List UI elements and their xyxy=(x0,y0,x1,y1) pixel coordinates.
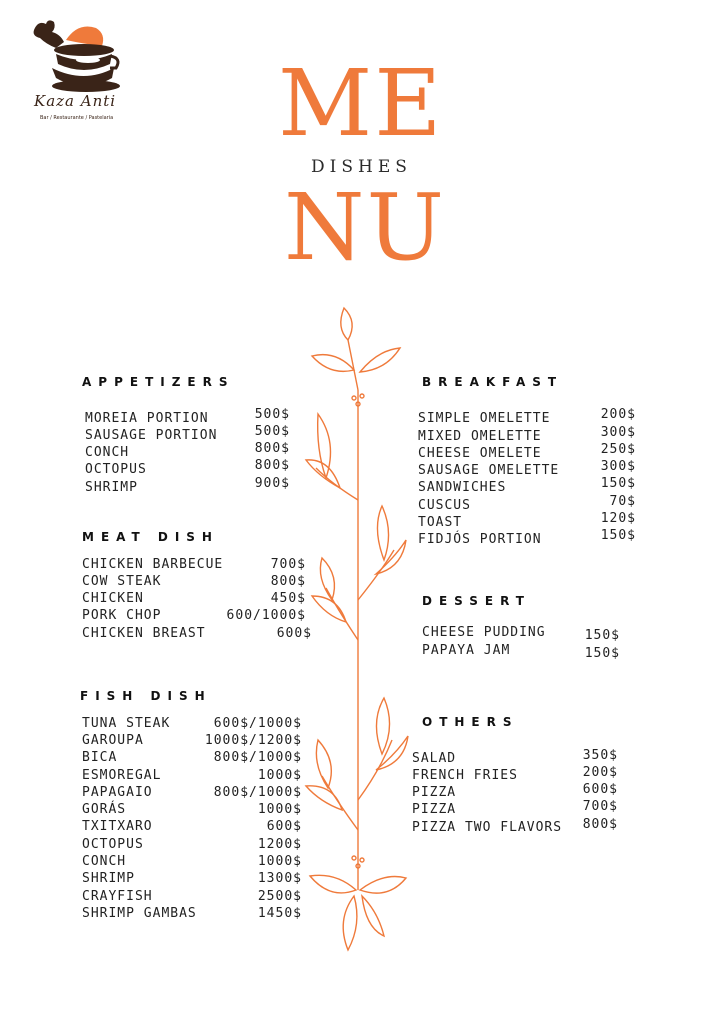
menu-title-top: ME xyxy=(278,50,444,157)
menu-item-name: CHEESE PUDDING xyxy=(422,625,546,640)
menu-item-price: 150$ xyxy=(600,476,636,491)
menu-item-price: 450$ xyxy=(270,591,306,606)
menu-item-price: 1200$ xyxy=(257,837,302,852)
menu-item-price: 120$ xyxy=(600,511,636,526)
menu-title-bottom: NU xyxy=(284,174,447,281)
section-title-meat-dish: MEAT DISH xyxy=(82,530,219,544)
menu-item-name: SHRIMP GAMBAS xyxy=(82,906,197,921)
section-title-appetizers: APPETIZERS xyxy=(82,375,235,389)
menu-subtitle: DISHES xyxy=(311,157,412,177)
menu-item-name: MIXED OMELETTE xyxy=(418,429,542,444)
menu-item-price: 700$ xyxy=(582,799,618,814)
menu-item-price: 600$ xyxy=(266,819,302,834)
menu-item-price: 800$ xyxy=(254,441,290,456)
menu-item-price: 150$ xyxy=(584,646,620,661)
menu-item-price: 800$/1000$ xyxy=(213,750,302,765)
menu-item-price: 250$ xyxy=(600,442,636,457)
menu-item-price: 800$ xyxy=(254,458,290,473)
section-title-fish-dish: FISH DISH xyxy=(80,689,212,703)
menu-item-name: PIZZA xyxy=(412,802,457,817)
menu-item-name: CRAYFISH xyxy=(82,889,153,904)
menu-item-price: 800$/1000$ xyxy=(213,785,302,800)
menu-item-name: OCTOPUS xyxy=(85,462,147,477)
menu-item-name: PIZZA TWO FLAVORS xyxy=(412,820,563,835)
menu-item-name: SANDWICHES xyxy=(418,480,507,495)
menu-item-name: GORÁS xyxy=(82,802,127,817)
menu-item-name: TUNA STEAK xyxy=(82,716,171,731)
menu-item-name: PIZZA xyxy=(412,785,457,800)
menu-item-price: 700$ xyxy=(270,557,306,572)
menu-item-name: PAPAGAIO xyxy=(82,785,153,800)
menu-item-price: 1000$ xyxy=(257,802,302,817)
menu-item-price: 300$ xyxy=(600,459,636,474)
menu-item-price: 500$ xyxy=(254,424,290,439)
vine-decoration xyxy=(296,300,416,960)
menu-item-price: 350$ xyxy=(582,748,618,763)
menu-item-price: 1450$ xyxy=(257,906,302,921)
logo-tagline: Bar / Restaurante / Pastelaria xyxy=(40,115,114,121)
menu-item-name: CUSCUS xyxy=(418,498,471,513)
menu-item-name: CONCH xyxy=(85,445,130,460)
menu-item-price: 900$ xyxy=(254,476,290,491)
logo-name: Kaza Anti xyxy=(34,92,117,110)
menu-item-price: 150$ xyxy=(600,528,636,543)
menu-item-price: 70$ xyxy=(609,494,636,509)
menu-item-name: SAUSAGE PORTION xyxy=(85,428,218,443)
menu-item-price: 600$ xyxy=(582,782,618,797)
menu-item-price: 1000$ xyxy=(257,854,302,869)
menu-item-price: 2500$ xyxy=(257,889,302,904)
menu-item-price: 500$ xyxy=(254,407,290,422)
menu-item-name: SALAD xyxy=(412,751,457,766)
menu-item-name: SAUSAGE OMELETTE xyxy=(418,463,560,478)
menu-item-name: GAROUPA xyxy=(82,733,144,748)
menu-item-name: BICA xyxy=(82,750,118,765)
menu-item-price: 150$ xyxy=(584,628,620,643)
menu-item-name: FRENCH FRIES xyxy=(412,768,518,783)
section-title-breakfast: BREAKFAST xyxy=(422,375,564,389)
menu-item-name: CHEESE OMELETE xyxy=(418,446,542,461)
menu-item-name: SHRIMP xyxy=(85,480,138,495)
menu-item-price: 1300$ xyxy=(257,871,302,886)
section-title-others: OTHERS xyxy=(422,715,519,729)
menu-item-name: CHICKEN xyxy=(82,591,144,606)
menu-item-price: 200$ xyxy=(600,407,636,422)
menu-item-name: MOREIA PORTION xyxy=(85,411,209,426)
menu-item-name: ESMOREGAL xyxy=(82,768,162,783)
menu-item-name: COW STEAK xyxy=(82,574,162,589)
menu-item-name: OCTOPUS xyxy=(82,837,144,852)
menu-item-name: SIMPLE OMELETTE xyxy=(418,411,551,426)
restaurant-logo xyxy=(26,14,130,128)
menu-item-name: PORK CHOP xyxy=(82,608,162,623)
menu-item-name: TXITXARO xyxy=(82,819,153,834)
menu-item-name: TOAST xyxy=(418,515,463,530)
menu-item-price: 300$ xyxy=(600,425,636,440)
menu-item-price: 600$/1000$ xyxy=(213,716,302,731)
menu-item-price: 200$ xyxy=(582,765,618,780)
menu-item-price: 800$ xyxy=(582,817,618,832)
menu-item-name: SHRIMP xyxy=(82,871,135,886)
menu-item-price: 1000$/1200$ xyxy=(204,733,302,748)
menu-item-name: FIDJÓS PORTION xyxy=(418,532,542,547)
section-title-dessert: DESSERT xyxy=(422,594,531,608)
menu-item-name: CONCH xyxy=(82,854,127,869)
menu-item-name: CHICKEN BREAST xyxy=(82,626,206,641)
menu-item-name: CHICKEN BARBECUE xyxy=(82,557,224,572)
menu-item-price: 600$ xyxy=(276,626,312,641)
menu-item-price: 1000$ xyxy=(257,768,302,783)
menu-item-price: 600/1000$ xyxy=(226,608,306,623)
menu-item-name: PAPAYA JAM xyxy=(422,643,511,658)
menu-item-price: 800$ xyxy=(270,574,306,589)
